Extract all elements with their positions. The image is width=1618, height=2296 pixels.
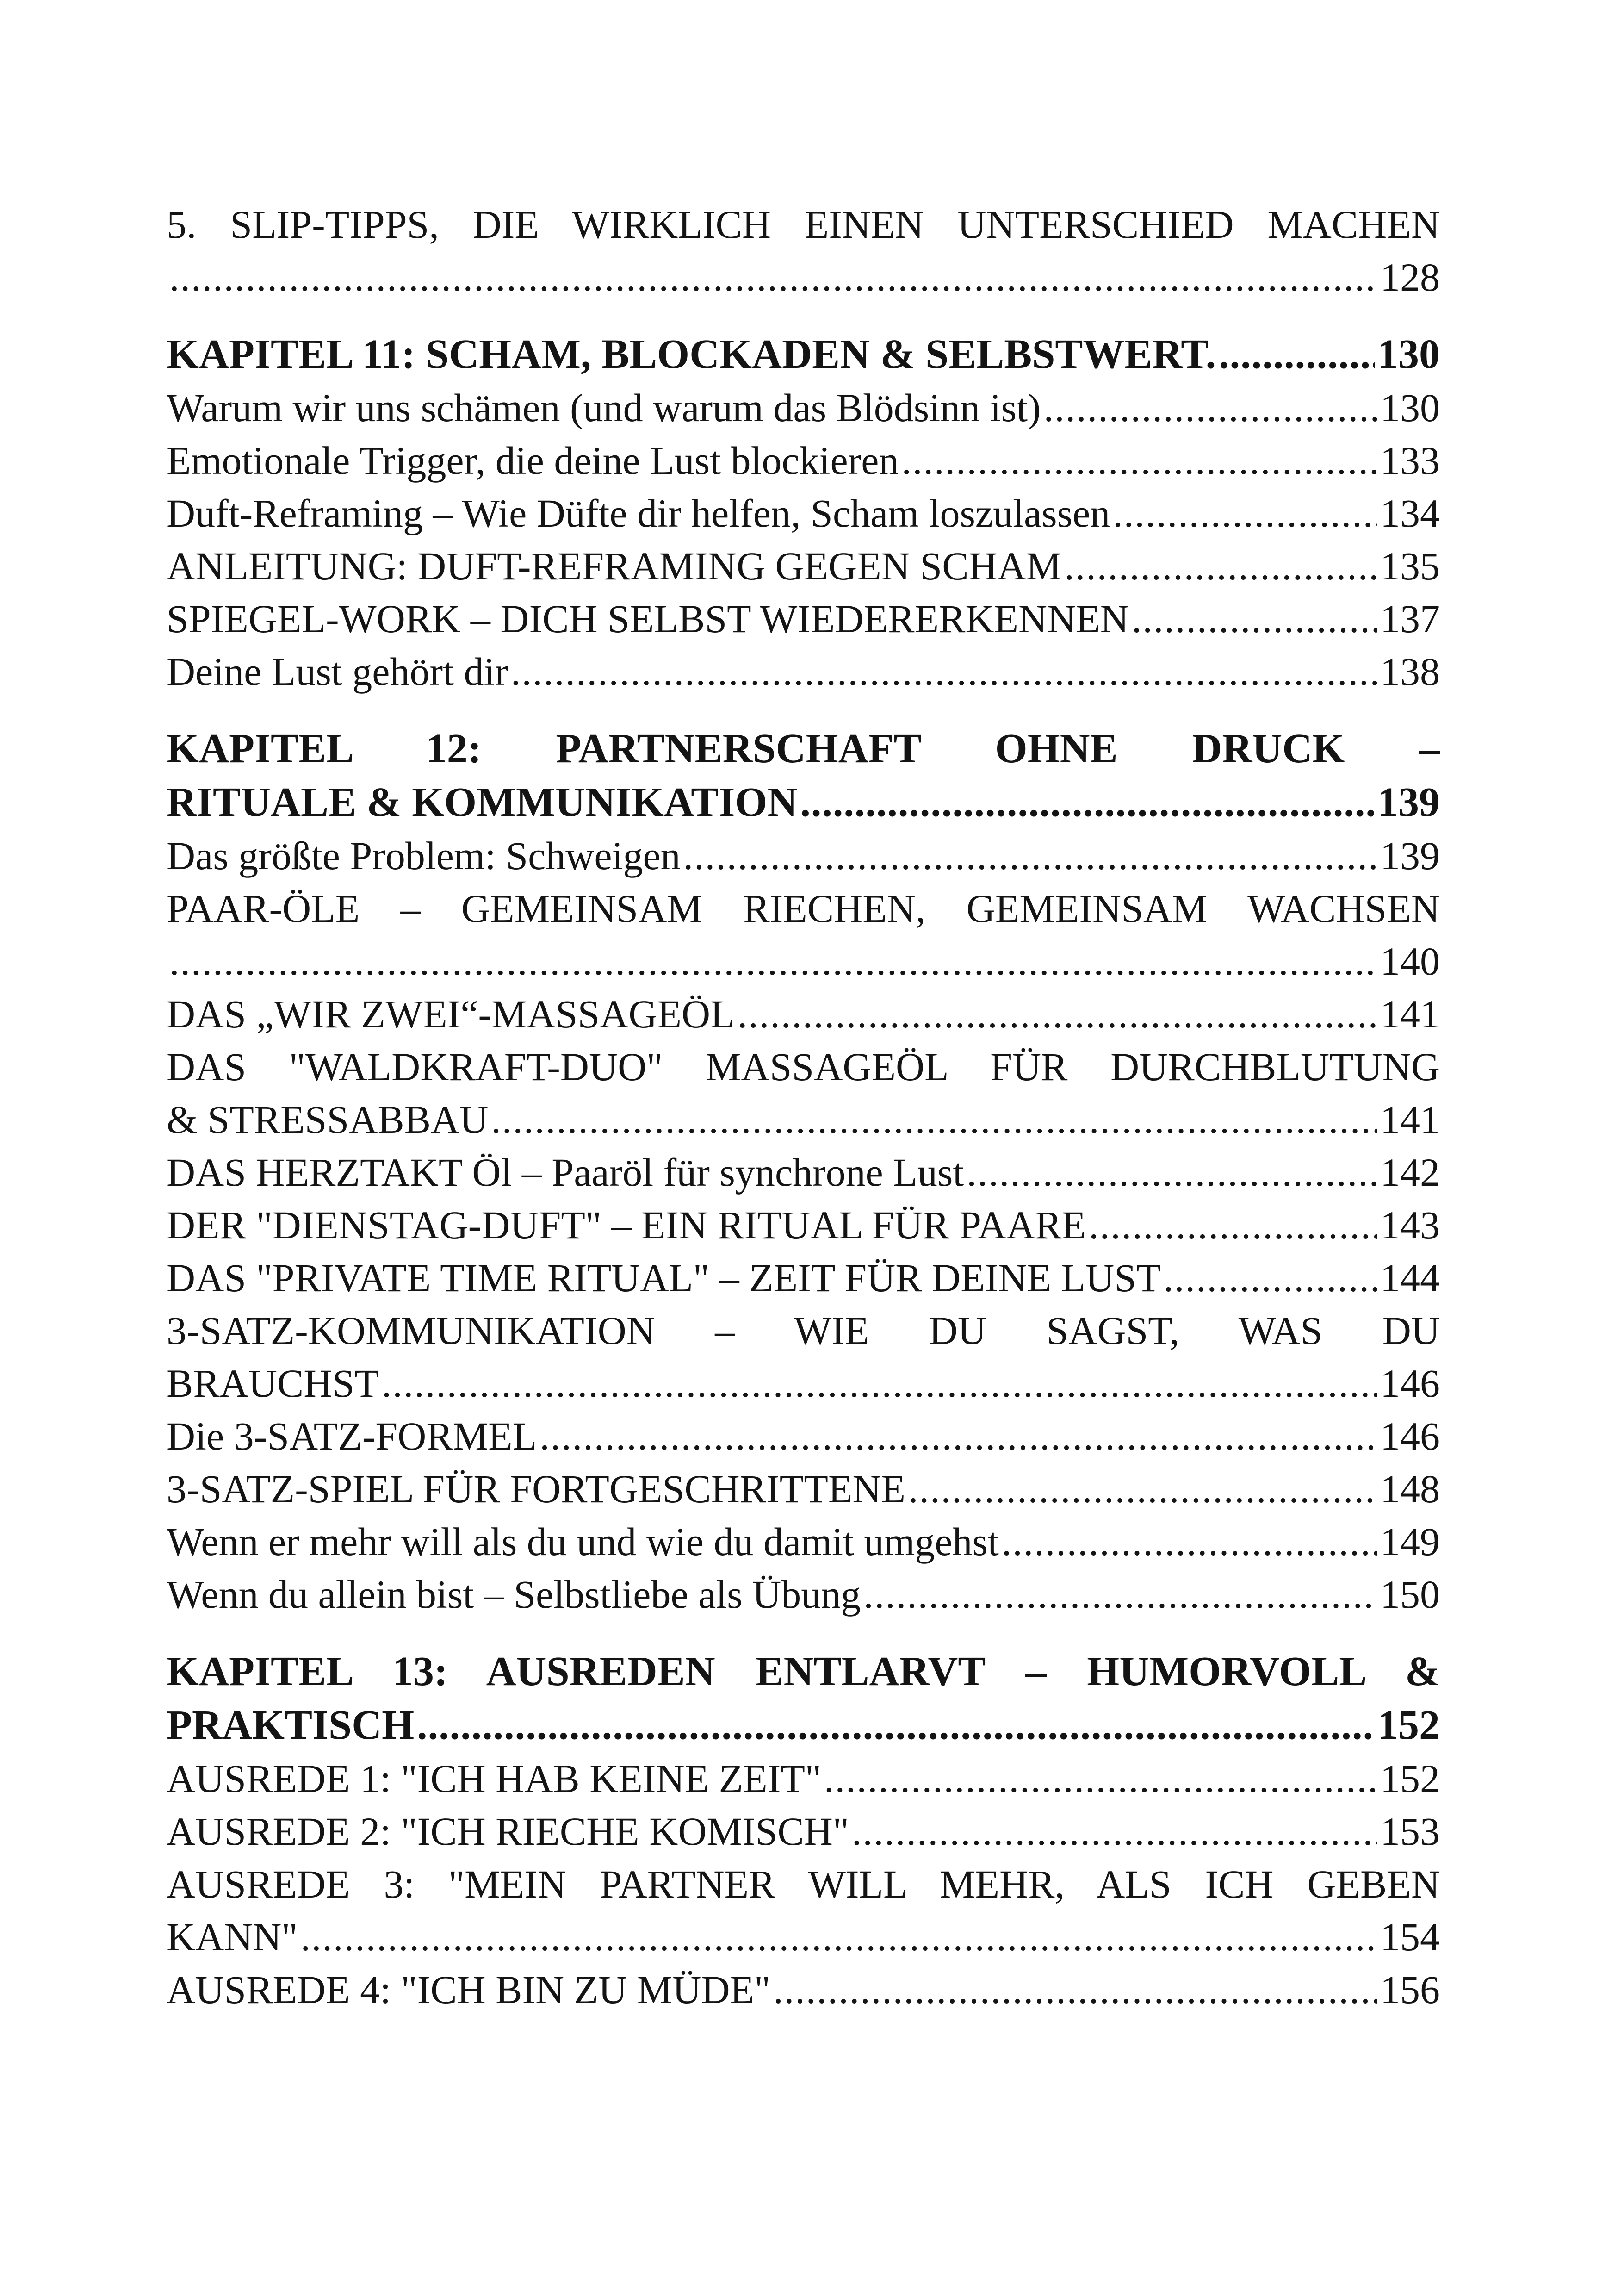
toc-entry[interactable] (167, 1410, 1440, 1462)
dot-leader (1002, 1515, 1377, 1568)
toc-entry-title: DAS "PRIVATE TIME RITUAL" – ZEIT FÜR DEINE LUST (167, 1256, 1161, 1300)
toc-page-number: 141 (1380, 1097, 1440, 1142)
table-of-contents (167, 198, 1440, 2016)
dot-leader (1113, 487, 1377, 540)
dot-leader (1219, 328, 1375, 381)
toc-page-number: 146 (1380, 1361, 1440, 1406)
toc-page-number: 133 (1380, 438, 1440, 483)
toc-entry[interactable] (167, 434, 1440, 487)
toc-entry[interactable] (167, 829, 1440, 882)
toc-entry-title: Wenn er mehr will als du und wie du damit umgehst (167, 1519, 999, 1564)
toc-page-number: 138 (1380, 649, 1440, 694)
toc-entry-title-line: 3-SATZ-KOMMUNIKATION – WIE DU SAGST, WAS DU (167, 1308, 1440, 1353)
toc-page-number: 143 (1380, 1203, 1440, 1247)
dot-leader (491, 1093, 1377, 1146)
toc-entry-title-line: KAPITEL 13: AUSREDEN ENTLARVT – HUMORVOLL & (167, 1649, 1440, 1694)
toc-entry-title: KANN" (167, 1915, 298, 1959)
dot-leader (301, 1910, 1377, 1963)
toc-page-number: 150 (1380, 1572, 1440, 1617)
toc-chapter-heading[interactable] (167, 1645, 1440, 1752)
toc-page-number: 144 (1380, 1256, 1440, 1300)
toc-entry[interactable] (167, 1963, 1440, 2016)
toc-entry[interactable] (167, 198, 1440, 304)
toc-entry[interactable] (167, 645, 1440, 698)
toc-entry[interactable] (167, 988, 1440, 1040)
dot-leader (738, 988, 1377, 1040)
dot-leader (908, 1462, 1377, 1515)
toc-entry-title: ANLEITUNG: DUFT-REFRAMING GEGEN SCHAM (167, 544, 1062, 588)
dot-leader (169, 935, 1377, 988)
toc-entry-title: 3-SATZ-SPIEL FÜR FORTGESCHRITTENE (167, 1467, 906, 1511)
toc-page-number: 152 (1377, 1702, 1440, 1748)
toc-entry-title: DER "DIENSTAG-DUFT" – EIN RITUAL FÜR PAARE (167, 1203, 1086, 1247)
dot-leader (539, 1410, 1377, 1462)
dot-leader (169, 251, 1377, 304)
toc-page-number: 154 (1380, 1915, 1440, 1959)
toc-page-number: 142 (1380, 1150, 1440, 1195)
toc-page-number: 128 (1380, 255, 1440, 299)
toc-entry[interactable] (167, 1752, 1440, 1805)
toc-page-number: 135 (1380, 544, 1440, 588)
toc-entry-title: DAS HERZTAKT Öl – Paaröl für synchrone Lust (167, 1150, 964, 1195)
toc-entry[interactable] (167, 882, 1440, 988)
dot-leader (1132, 592, 1377, 645)
toc-entry[interactable] (167, 1568, 1440, 1621)
toc-entry-title: Warum wir uns schämen (und warum das Blödsinn ist) (167, 386, 1041, 430)
toc-page-number: 130 (1377, 331, 1440, 377)
toc-page-number: 148 (1380, 1467, 1440, 1511)
dot-leader (382, 1357, 1377, 1410)
toc-entry[interactable] (167, 1146, 1440, 1199)
toc-entry-title-line: DAS "WALDKRAFT-DUO" MASSAGEÖL FÜR DURCHBLUTUNG (167, 1045, 1440, 1089)
toc-entry[interactable] (167, 381, 1440, 434)
toc-page-number: 140 (1380, 939, 1440, 983)
dot-leader (773, 1963, 1377, 2016)
toc-page-number: 146 (1380, 1414, 1440, 1458)
dot-leader (1164, 1251, 1377, 1304)
toc-entry-title: Emotionale Trigger, die deine Lust blockieren (167, 438, 899, 483)
toc-entry[interactable] (167, 1805, 1440, 1858)
toc-entry[interactable] (167, 540, 1440, 592)
toc-page-number: 141 (1380, 992, 1440, 1036)
dot-leader (800, 776, 1375, 829)
toc-entry-title-line: AUSREDE 3: "MEIN PARTNER WILL MEHR, ALS ICH GEBEN (167, 1862, 1440, 1906)
toc-entry[interactable] (167, 1199, 1440, 1251)
dot-leader (967, 1146, 1377, 1199)
toc-entry-title: AUSREDE 4: "ICH BIN ZU MÜDE" (167, 1967, 771, 2012)
toc-entry-title: BRAUCHST (167, 1361, 379, 1406)
toc-entry-title: Wenn du allein bist – Selbstliebe als Übung (167, 1572, 861, 1617)
toc-entry-title-line: 5. SLIP-TIPPS, DIE WIRKLICH EINEN UNTERSCHIED MACHEN (167, 202, 1440, 247)
toc-entry[interactable] (167, 1251, 1440, 1304)
toc-entry[interactable] (167, 1515, 1440, 1568)
toc-entry-title: Deine Lust gehört dir (167, 649, 508, 694)
toc-entry[interactable] (167, 487, 1440, 540)
toc-entry-title: Das größte Problem: Schweigen (167, 834, 681, 878)
toc-page-number: 153 (1380, 1809, 1440, 1854)
toc-entry-title: AUSREDE 2: "ICH RIECHE KOMISCH" (167, 1809, 849, 1854)
dot-leader (901, 434, 1377, 487)
toc-entry[interactable] (167, 1040, 1440, 1146)
toc-entry[interactable] (167, 1304, 1440, 1410)
toc-page-number: 139 (1380, 834, 1440, 878)
toc-entry[interactable] (167, 592, 1440, 645)
toc-entry-title: PRAKTISCH (167, 1702, 415, 1748)
toc-page-number: 137 (1380, 597, 1440, 641)
dot-leader (1089, 1199, 1377, 1251)
toc-entry-title: Die 3-SATZ-FORMEL (167, 1414, 537, 1458)
toc-entry-title: AUSREDE 1: "ICH HAB KEINE ZEIT" (167, 1756, 822, 1801)
dot-leader (1064, 540, 1377, 592)
toc-page-number: 134 (1380, 491, 1440, 535)
toc-chapter-heading[interactable] (167, 328, 1440, 381)
toc-page-number: 149 (1380, 1519, 1440, 1564)
dot-leader (417, 1699, 1375, 1752)
toc-entry-title: KAPITEL 11: SCHAM, BLOCKADEN & SELBSTWERT. (167, 331, 1216, 377)
dot-leader (1044, 381, 1377, 434)
toc-page-number: 130 (1380, 386, 1440, 430)
toc-entry-title: Duft-Reframing – Wie Düfte dir helfen, Scham loszulassen (167, 491, 1110, 535)
toc-entry-title: & STRESSABBAU (167, 1097, 489, 1142)
toc-chapter-heading[interactable] (167, 722, 1440, 829)
toc-entry-title: DAS „WIR ZWEI“-MASSAGEÖL (167, 992, 735, 1036)
toc-entry-title-line: KAPITEL 12: PARTNERSCHAFT OHNE DRUCK – (167, 726, 1440, 772)
toc-entry-title-line: PAAR-ÖLE – GEMEINSAM RIECHEN, GEMEINSAM WACHSEN (167, 886, 1440, 931)
toc-entry-title: SPIEGEL-WORK – DICH SELBST WIEDERERKENNEN (167, 597, 1129, 641)
dot-leader (683, 829, 1377, 882)
toc-entry[interactable] (167, 1462, 1440, 1515)
toc-entry[interactable] (167, 1858, 1440, 1963)
dot-leader (852, 1805, 1377, 1858)
dot-leader (824, 1752, 1377, 1805)
toc-page-number: 156 (1380, 1967, 1440, 2012)
dot-leader (511, 645, 1377, 698)
toc-page-number: 152 (1380, 1756, 1440, 1801)
toc-entry-title: RITUALE & KOMMUNIKATION (167, 779, 798, 825)
dot-leader (863, 1568, 1377, 1621)
toc-page-number: 139 (1377, 779, 1440, 825)
